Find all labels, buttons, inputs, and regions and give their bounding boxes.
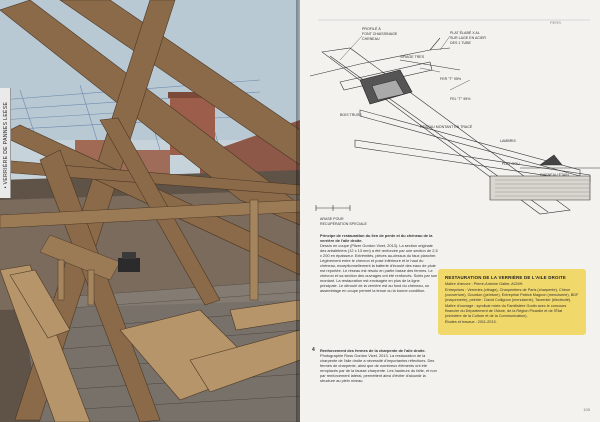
info-box-companies: Entreprises : Verreries (vitrage), Charpentiers de Paris (charpente), Chiron (couverture), Gourdon (peinture), Entreprise Patrick Magnon (menuiserie), BDF (maçonnerie), peintre : David Collignon (menuiserie), Tavernier (électricité).: [445, 288, 579, 302]
drawing-label-7: VIRAGE TRES: [400, 55, 425, 59]
info-box-title: RESTAURATION DE LA VERRIÈRE DE L'AILE DROITE: [445, 275, 566, 280]
caption-photo: [312, 347, 438, 383]
corner-note: PERS: [550, 20, 561, 25]
drawing-label-11: LAMBRIS: [500, 139, 516, 143]
chapter-side-label: • VERRIÈRE DE PANNES LEÉSE: [3, 101, 9, 189]
drawing-label-4: PLAT ÉLABÉ X AL: [450, 31, 480, 35]
right-page: [300, 0, 600, 422]
info-box-architect: Maître d'œuvre : Pierre-Antoine Gatier, ACMH.: [445, 282, 524, 286]
drawing-label-12: RÉSEAU MONTANT EN TRACÉ: [420, 125, 473, 129]
caption-photo-body: Photographie Ross Gordon Vicet, 2013. La restauration de la charpente de l'aile droite a nécessité d'importantes réfections. Des fermes de charpente, ainsi que de nombreux éléments ont été remplacés par de la fausse charpente. Les hauteurs du faîte, et non par renforcement latéral, permettent ainsi d'éviter d'alourdir la structure au plein niveau.: [320, 353, 437, 383]
drawing-label-14: CHENEAU ÉTAIN: [540, 173, 569, 177]
info-box-client: Maître d'ouvrage : syndicat mixte du Familistère Godin avec le concours financier du Département de l'Aisne, de la Région Picardie et de l'État (ministère de la Culture et de la Communication).: [445, 304, 567, 318]
technical-section-drawing: [300, 0, 600, 230]
drawing-label-8: FER "T" 95%: [440, 77, 462, 81]
chapter-side-tab: [0, 88, 11, 198]
drawing-label-5: SUR LAGE EN ACIER: [450, 36, 486, 40]
drawing-label-6: DES 1 TUBE: [450, 41, 471, 45]
drawing-label-13: FLAT GOU: [502, 162, 520, 166]
drawing-beam: [360, 110, 580, 176]
caption-drawing: [320, 233, 438, 293]
drawing-label-2: FONT CHAISSINAGE: [362, 32, 398, 36]
caption-drawing-heading: Principe de restauration du lien de pente et du chéneau de la verrière de l'aile droite.: [320, 233, 433, 243]
drawing-label-3: CHENEAU: [362, 37, 380, 41]
drawing-label-15: ARASE POUR: [320, 217, 344, 221]
drawing-label-1: PROFILÉ À: [362, 27, 381, 31]
caption-photo-number: 4: [312, 347, 315, 353]
page-number: 105: [583, 407, 590, 412]
drawing-label-16: RECUPÉRATION SPECIALE: [320, 222, 367, 226]
caption-photo-heading: Renforcement des fermes de la charpente de l'aile droite.: [320, 348, 426, 353]
power-tool: [118, 258, 140, 272]
drawing-label-9: BOIS TRUSS: [340, 113, 362, 117]
info-box-dates: Études et travaux : 2011-2013.: [445, 320, 497, 324]
drawing-label-10: FEL "T" 95%: [450, 97, 471, 101]
caption-drawing-body: Dessin en coupe (Pitzer Gordon Vicet, 2013). La section originale des arbalétriers (12 x 13 mm) a été renforcée par une section de 2,5 x 200 en épaisseur. Extrémités, pièces au-dessus du faux plancher. Légèrement entre le chevron et posé inférieure et le haut du chéneau, exceptionnellement la batterie d'écoulé des eaux de pluie est reportée. Le réseau est résolu en partie basse des fermes. Le chevron et sa section des ouvrages ont été renforcés. Sciés par son montant. La restauration est envisagée en plus de la ligne principale. Le déroulé de la verrière est au fond du chéneau, un assemblage en coupe permet la tenue ou la bonne condition.: [320, 243, 438, 293]
restoration-info-box: [438, 269, 586, 335]
